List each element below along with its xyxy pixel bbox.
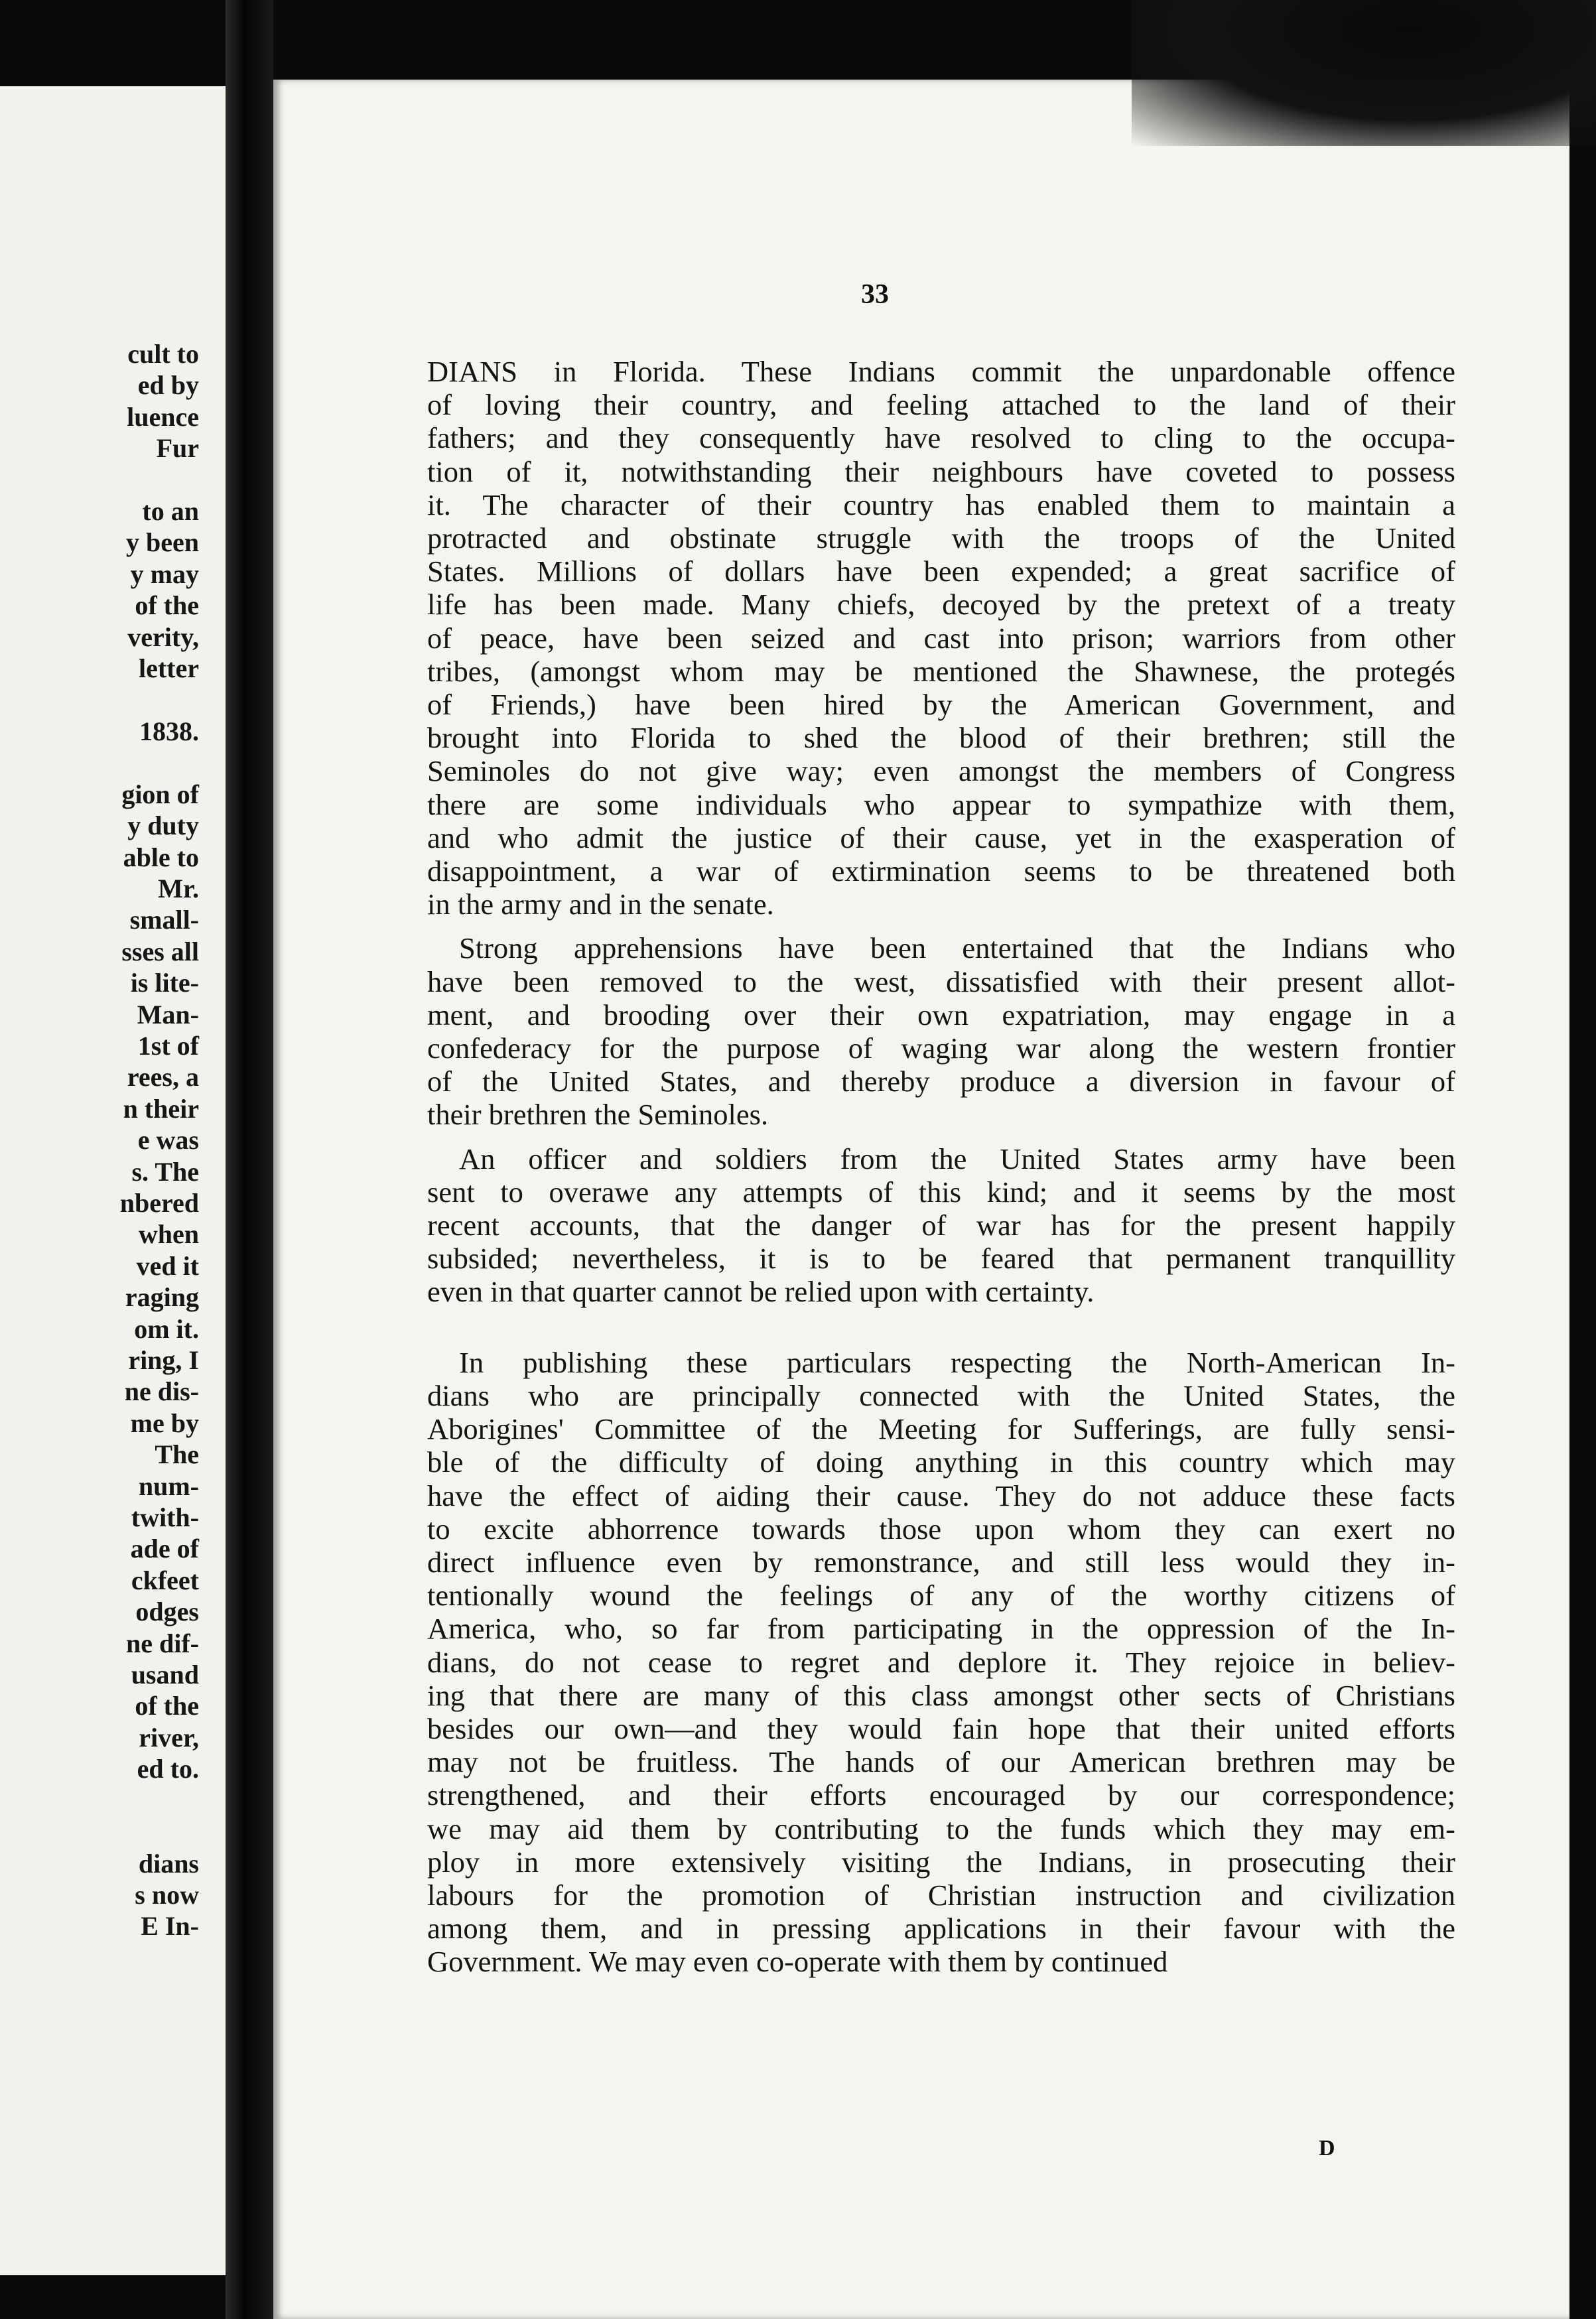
previous-page-line: able to bbox=[123, 842, 199, 872]
previous-page-line: rees, a bbox=[127, 1062, 199, 1093]
previous-page-line: luence bbox=[127, 401, 199, 432]
text-line: ploy in more extensively visiting the Indians, in prosecuting their bbox=[427, 1845, 1455, 1879]
previous-page-line: ne dis- bbox=[124, 1376, 199, 1407]
text-line: subsided; nevertheless, it is to be feared that permanent tranquillity bbox=[427, 1242, 1455, 1276]
paragraph bbox=[427, 355, 1455, 921]
previous-page-line: is lite- bbox=[130, 968, 199, 998]
previous-page-line: usand bbox=[131, 1660, 199, 1690]
text-line: Seminoles do not give way; even amongst the members of Congress bbox=[427, 754, 1455, 788]
paragraph-gap bbox=[427, 1309, 1455, 1346]
text-line: protracted and obstinate struggle with the troops of the United bbox=[427, 521, 1455, 555]
text-line: there are some individuals who appear to sympathize with them, bbox=[427, 787, 1455, 821]
previous-page-line bbox=[0, 1816, 199, 1847]
text-line: tribes, (amongst whom may be mentioned the Shawnese, the protegés bbox=[427, 654, 1455, 688]
text-line: tentionally wound the feelings of any of the worthy citizens of bbox=[427, 1579, 1455, 1613]
text-line: labours for the promotion of Christian instruction and civilization bbox=[427, 1878, 1455, 1912]
previous-page-line: ckfeet bbox=[131, 1565, 199, 1595]
text-line: of Friends,) have been hired by the American Government, and bbox=[427, 688, 1455, 722]
previous-page-line: 1st of bbox=[137, 1030, 199, 1061]
previous-page-text bbox=[0, 338, 199, 1942]
previous-page-line: n their bbox=[123, 1093, 199, 1124]
previous-page-line: y duty bbox=[127, 811, 199, 841]
text-line: among them, and in pressing applications in their favour with the bbox=[427, 1912, 1455, 1946]
previous-page-line: of the bbox=[135, 590, 199, 621]
text-line: dians who are principally connected with the United States, the bbox=[427, 1378, 1455, 1412]
previous-page-line: sses all bbox=[121, 936, 199, 966]
page-number: 33 bbox=[861, 279, 889, 310]
previous-page-line: ed by bbox=[137, 370, 199, 401]
previous-page-line: verity, bbox=[127, 622, 199, 652]
text-line: have the effect of aiding their cause. They do not adduce these facts bbox=[427, 1479, 1455, 1512]
text-line: even in that quarter cannot be relied upon with certainty. bbox=[427, 1275, 1095, 1309]
text-line: Aborigines' Committee of the Meeting for Sufferings, are fully sensi- bbox=[427, 1412, 1455, 1446]
text-line: besides our own—and they would fain hope that their united efforts bbox=[427, 1711, 1455, 1745]
text-line: fathers; and they consequently have resolved to cling to the occupa- bbox=[427, 421, 1455, 455]
text-line: disappointment, a war of extirmination seems to be threatened both bbox=[427, 854, 1455, 888]
previous-page-line: letter bbox=[138, 653, 199, 684]
text-line: may not be fruitless. The hands of our American brethren may be bbox=[427, 1745, 1455, 1779]
text-line: ing that there are many of this class amongst other sects of Christians bbox=[427, 1678, 1455, 1712]
paragraph-gap bbox=[427, 1132, 1455, 1142]
paragraph-gap bbox=[427, 921, 1455, 931]
previous-page-line: ed to. bbox=[137, 1754, 199, 1784]
text-line: direct influence even by remonstrance, and still less would they in- bbox=[427, 1545, 1455, 1579]
text-line: ble of the difficulty of doing anything in this country which may bbox=[427, 1445, 1455, 1479]
text-line: confederacy for the purpose of waging war along the western frontier bbox=[427, 1031, 1455, 1065]
previous-page-line bbox=[0, 464, 199, 496]
scan-shadow bbox=[1132, 0, 1596, 146]
previous-page-line: me by bbox=[130, 1408, 199, 1438]
text-line: in the army and in the senate. bbox=[427, 888, 774, 921]
text-line: recent accounts, that the danger of war has for the present happily bbox=[427, 1209, 1455, 1242]
previous-page-line bbox=[0, 747, 199, 778]
text-line: to excite abhorrence towards those upon whom they can exert no bbox=[427, 1512, 1455, 1546]
previous-page-line: gion of bbox=[121, 779, 199, 809]
previous-page-line: Fur bbox=[156, 433, 199, 464]
previous-page-line: small- bbox=[129, 905, 199, 935]
text-line: have been removed to the west, dissatisfied with their present allot- bbox=[427, 964, 1455, 998]
text-line: America, who, so far from participating in the oppression of the In- bbox=[427, 1612, 1455, 1646]
text-line: life has been made. Many chiefs, decoyed by the pretext of a treaty bbox=[427, 588, 1455, 622]
previous-page-line: y may bbox=[130, 559, 199, 589]
previous-page-line: s. The bbox=[131, 1156, 199, 1187]
book-page bbox=[273, 80, 1569, 2319]
previous-page-line: s now bbox=[135, 1879, 199, 1910]
text-line: of the United States, and thereby produce a diversion in favour of bbox=[427, 1065, 1455, 1098]
previous-page-line: odges bbox=[135, 1597, 199, 1627]
previous-page-line: E In- bbox=[141, 1911, 199, 1942]
text-line: Government. We may even co-operate with them by continued bbox=[427, 1945, 1168, 1979]
text-line: tion of it, notwithstanding their neighbours have coveted to possess bbox=[427, 454, 1455, 488]
previous-page-line: river, bbox=[139, 1722, 199, 1753]
text-line: Strong apprehensions have been entertained that the Indians who bbox=[459, 931, 1455, 965]
text-line: sent to overawe any attempts of this kind; and it seems by the most bbox=[427, 1175, 1455, 1209]
paragraph bbox=[427, 1346, 1455, 1979]
text-line: An officer and soldiers from the United States army have been bbox=[459, 1142, 1455, 1175]
previous-page-line: Man- bbox=[137, 999, 199, 1029]
text-line: brought into Florida to shed the blood of their brethren; still the bbox=[427, 721, 1455, 755]
paragraph bbox=[427, 1142, 1455, 1309]
previous-page-line: ade of bbox=[130, 1534, 199, 1564]
text-line: we may aid them by contributing to the funds which they may em- bbox=[427, 1812, 1455, 1845]
book-gutter bbox=[226, 0, 273, 2319]
previous-page-line: twith- bbox=[131, 1502, 199, 1533]
text-line: dians, do not cease to regret and deplore it. They rejoice in believ- bbox=[427, 1645, 1455, 1679]
page-body-text bbox=[427, 355, 1455, 1979]
previous-page-fragment bbox=[0, 86, 226, 2275]
previous-page-line: raging bbox=[125, 1282, 199, 1313]
text-line: strengthened, and their efforts encouraged by our correspondence; bbox=[427, 1778, 1455, 1812]
text-line: and who admit the justice of their cause, yet in the exasperation of bbox=[427, 821, 1455, 854]
text-line: their brethren the Seminoles. bbox=[427, 1098, 769, 1132]
previous-page-line: Mr. bbox=[158, 873, 199, 903]
previous-page-line: dians bbox=[138, 1848, 199, 1879]
paragraph bbox=[427, 931, 1455, 1131]
previous-page-line: ne dif- bbox=[126, 1628, 199, 1658]
previous-page-line: ring, I bbox=[128, 1345, 199, 1375]
text-line: DIANS in Florida. These Indians commit the unpardonable offence bbox=[427, 355, 1455, 388]
previous-page-line: ved it bbox=[136, 1250, 199, 1281]
text-line: of loving their country, and feeling attached to the land of their bbox=[427, 388, 1455, 422]
previous-page-line: y been bbox=[126, 527, 199, 558]
previous-page-line: e was bbox=[137, 1125, 199, 1156]
text-line: it. The character of their country has enabled them to maintain a bbox=[427, 488, 1455, 521]
previous-page-line: cult to bbox=[127, 339, 199, 369]
previous-page-line: nbered bbox=[119, 1187, 199, 1218]
previous-page-line: om it. bbox=[134, 1313, 199, 1344]
previous-page-line: The bbox=[155, 1439, 199, 1470]
previous-page-line: when bbox=[138, 1219, 199, 1250]
signature-mark: D bbox=[1319, 2136, 1335, 2160]
text-line: of peace, have been seized and cast into prison; warriors from other bbox=[427, 621, 1455, 655]
previous-page-line: to an bbox=[142, 496, 199, 527]
text-line: In publishing these particulars respecting the North-American In- bbox=[459, 1345, 1455, 1379]
text-line: States. Millions of dollars have been expended; a great sacrifice of bbox=[427, 555, 1455, 588]
previous-page-line: num- bbox=[138, 1471, 199, 1501]
previous-page-line bbox=[0, 684, 199, 715]
text-line: ment, and brooding over their own expatriation, may engage in a bbox=[427, 998, 1455, 1031]
previous-page-line bbox=[0, 1785, 199, 1816]
previous-page-line: 1838. bbox=[139, 716, 199, 746]
previous-page-line: of the bbox=[135, 1691, 199, 1721]
